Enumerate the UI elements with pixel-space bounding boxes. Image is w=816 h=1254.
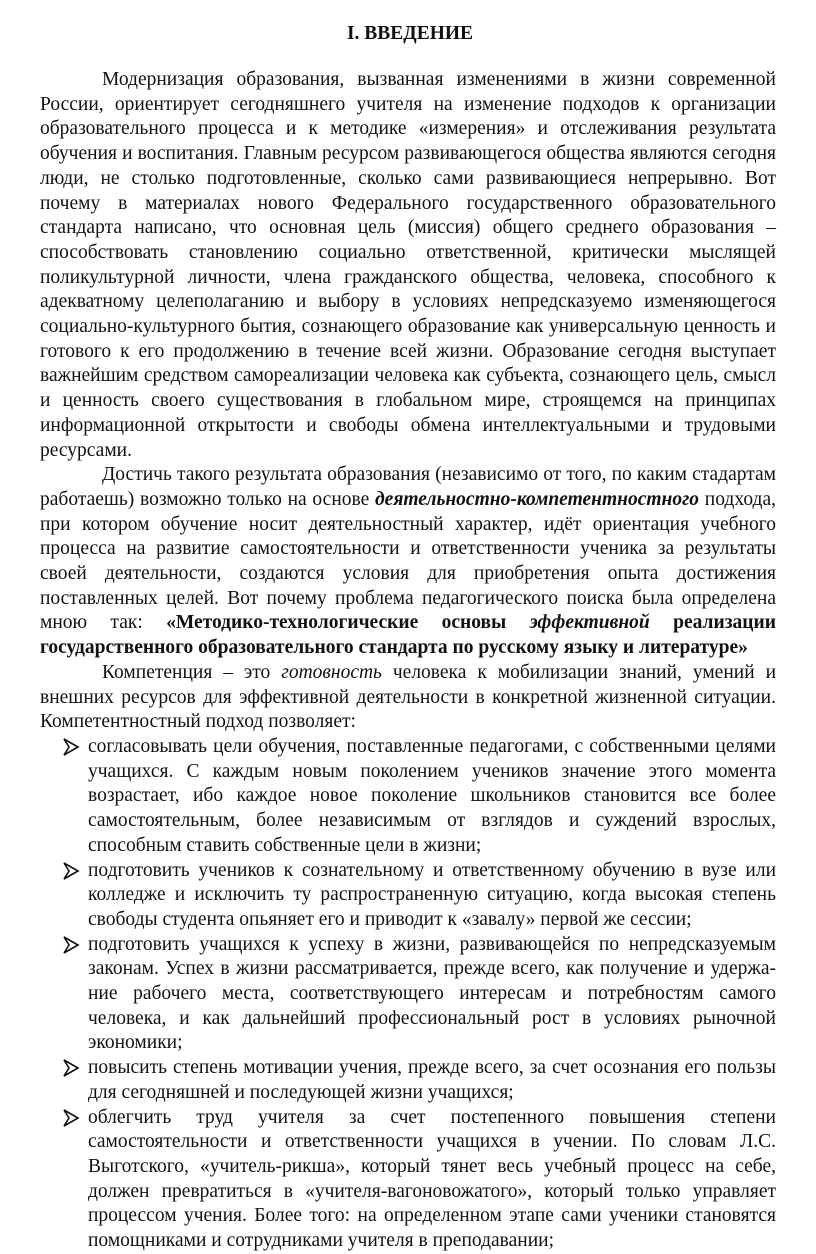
list-item	[0, 859, 776, 933]
list-item	[0, 1056, 776, 1105]
list-item-text: подготовить учеников к сознательному и ответственному обучению в вузе или колледже и исключить ту распространенную ситуацию, когда высокая степень свободы студента опьяняет его и приводит к «завалу» первой же сессии;	[88, 859, 776, 930]
list-item	[0, 1106, 776, 1254]
paragraph-3-text-a: Компетенция – это	[102, 661, 282, 683]
paragraph-3-text-c: человека к мобилизации знаний, умений и внешних ресурсов для эффективной деятельности в конкретной жизненной ситуации. Компетентностный подход позволяет:	[40, 661, 777, 733]
arrowhead-bullet-icon	[62, 861, 80, 881]
list-item-text: повысить степень мотивации учения, прежде всего, за счет осознания его пользы для сегодняшней и последующей жизни учащихся;	[88, 1057, 776, 1103]
competence-list	[0, 735, 776, 1254]
arrowhead-bullet-icon	[62, 935, 80, 955]
paragraph-2-topic-end: реализации государственного образовательного стандарта по русскому языку и литературе»	[40, 612, 776, 659]
list-item-text: согласовывать цели обучения, поставленные педагогами, с собственными целями учащихся. С каждым новым поколением учеников значение этого момента возрастает, ибо каждое новое поколение школьников становится все более самостоятельным, более независимым от взглядов и суждений взрослых, способным ставить собственные цели в жизни;	[88, 735, 776, 856]
arrowhead-bullet-icon	[62, 1058, 80, 1078]
section-title: I. ВВЕДЕНИЕ	[346, 23, 474, 44]
paragraph-2-text-c: подхода, при котором обучение носит деятельностный характер, идёт ориентация учебного процесса на развитие самостоятельности и ответственности ученика за результаты своей деятельности, создаются условия для приобретения опыта достижения поставленных целей. Вот почему проблема педагогического поиска была определена мною так:	[40, 488, 776, 634]
arrowhead-bullet-icon	[62, 1108, 80, 1128]
paragraph-1: Модернизация образования, вызванная изменениями в жизни современной России, ориентирует сегодняшнего учителя на изменение подходов к организации образовательного процесса и к методике «измерения» и отслеживания результата обучения и воспитания. Главным ресурсом развивающегося общества являются сегодня люди, не столько подготовленные, сколько сами развивающиеся непрерывно. Вот почему в материалах нового Федерального государственного образовательного стандарта написано, что основная цель (миссия) общего среднего образования – способствовать становлению социально ответственной, критически мыслящей поликультурной личности, члена гражданского общества, человека, способного к адекватному целеполаганию и выбору в условиях непредсказуемо изменяющегося социально-культурного бытия, сознающего образование как универсальную ценность и готового к его продолжению в течение всей жизни. Образование сегодня выступает важнейшим средством самореализации человека как субъекта, сознающего цель, смысл и ценность своего существования в глобальном мире, строящемся на принципах информационной открытости и свободы обмена интеллектуальными и трудовыми ресурсами.	[40, 69, 776, 461]
list-item	[0, 933, 776, 1057]
paragraph-2-topic-emphasis: эффективной	[529, 612, 650, 634]
list-item-text: подготовить учащихся к успеху в жизни, развивающейся по непредсказуемым законам. Успех в жизни рассматривается, прежде всего, как получение и удержа-ние рабочего места, соответствующего интересам и потребностям самого человека, и как дальнейший профессиональный рост в условиях рыночной экономики;	[88, 933, 776, 1054]
paragraph-3-emphasis: готовность	[281, 661, 382, 683]
text-body	[40, 68, 776, 1254]
paragraph-2	[40, 463, 776, 661]
list-item-text: облегчить труд учителя за счет постепенного повышения степени самостоятельности и ответственности учащихся в учении. По словам Л.С. Выготского, «учитель-рикша», который тянет весь учебный процесс на себе, должен превратиться в «учителя-вагоновожатого», который только управляет процессом учения. Более того: на определенном этапе сами ученики становятся помощниками и сотрудниками учителя в преподавании;	[88, 1106, 776, 1252]
arrowhead-bullet-icon	[62, 737, 80, 757]
paragraph-3	[40, 661, 776, 735]
list-item	[0, 735, 776, 859]
paragraph-2-text-a: Достичь такого результата образования (независимо от того, по каким стадартам работаешь) возможно только на основе	[40, 464, 776, 510]
paragraph-2-topic-start: «Методико-технологические основы	[166, 612, 530, 634]
paragraph-2-emphasis-approach: деятельностно-компетентностного	[374, 488, 700, 510]
